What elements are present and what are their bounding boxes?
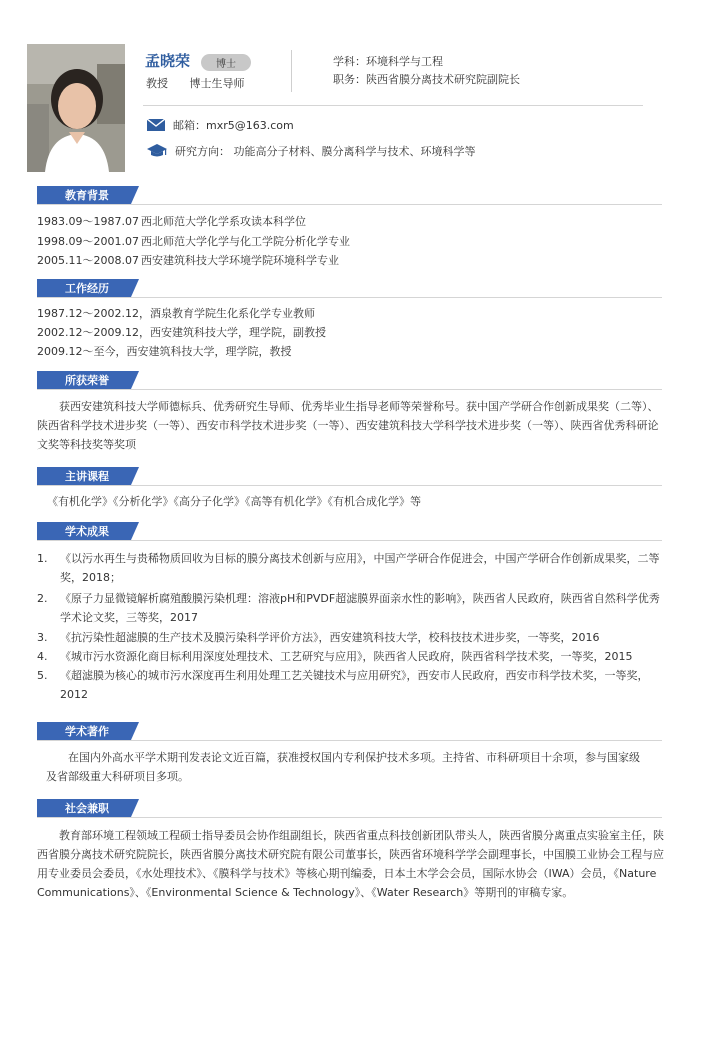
discipline: 学科：环境科学与工程 — [333, 55, 443, 68]
achievement-number: 2. — [37, 592, 48, 605]
section-rule — [37, 817, 662, 818]
title-professor: 教授 — [146, 77, 168, 90]
education-date: 1998.09～2001.07 — [37, 235, 139, 248]
work-item: 1987.12～2002.12，酒泉教育学院生化系化学专业教师 — [37, 307, 315, 320]
section-rule — [37, 297, 662, 298]
courses-text: 《有机化学》《分析化学》《高分子化学》《高等有机化学》《有机合成化学》等 — [47, 495, 421, 508]
section-title-publications: 学术著作 — [65, 725, 109, 738]
education-date: 1983.09～1987.07 — [37, 215, 139, 228]
section-title-honors: 所获荣誉 — [65, 374, 109, 387]
achievement-text: 《超滤膜为核心的城市污水深度再生利用处理工艺关键技术与应用研究》，西安市人民政府，西安市科学技术奖，一等奖，2012 — [60, 669, 649, 701]
section-title-service: 社会兼职 — [65, 802, 109, 815]
header-rule — [143, 105, 643, 106]
work-item: 2002.12～2009.12，西安建筑科技大学，理学院，副教授 — [37, 326, 326, 339]
section-rule — [37, 389, 662, 390]
achievement-text: 《以污水再生与贵稀物质回收为目标的膜分离技术创新与应用》，中国产学研合作促进会，中国产学研合作创新成果奖，二等奖，2018； — [60, 552, 660, 584]
degree-badge: 博士 — [201, 54, 251, 71]
email-text: 邮箱：mxr5@163.com — [173, 119, 294, 132]
research-text: 研究方向： 功能高分子材料、膜分离科学与技术、环境科学等 — [175, 145, 476, 158]
achievement-number: 3. — [37, 631, 48, 644]
section-rule — [37, 740, 662, 741]
work-item: 2009.12～至今，西安建筑科技大学，理学院，教授 — [37, 345, 292, 358]
section-rule — [37, 204, 662, 205]
section-header-courses — [37, 467, 139, 485]
achievement-item — [37, 549, 665, 587]
research-row — [147, 143, 476, 159]
education-item — [37, 252, 339, 268]
education-text: 西北师范大学化学系攻读本科学位 — [141, 215, 306, 228]
service-text: 教育部环境工程领域工程硕士指导委员会协作组副组长，陕西省重点科技创新团队带头人，陕西省膜分离重点实验室主任，陕西省膜分离技术研究院院长，陕西省膜分离技术研究院有限公司董事长，陕西省环境科学学会副理事长，中国膜工业协会工程与应用专业委员会委员，《水处理技术》、《膜科学与技术》等核心期刊编委，日本土木学会会员，国际水协会（IWA）会员，《Nature Communications》、《Environmental Science & Technology》、《Water Research》等期刊的审稿专家。 — [37, 829, 664, 899]
section-rule — [37, 540, 662, 541]
achievement-number: 4. — [37, 650, 48, 663]
academic-titles — [146, 75, 263, 91]
achievement-item — [37, 647, 665, 666]
achievement-item — [37, 628, 665, 647]
education-text: 西北师范大学化学与化工学院分析化学专业 — [141, 235, 350, 248]
graduation-cap-icon — [147, 144, 167, 158]
honors-text: 获西安建筑科技大学师德标兵、优秀研究生导师、优秀毕业生指导老师等荣誉称号。获中国产学研合作创新成果奖（二等）、陕西省科学技术进步奖（一等）、西安市科学技术进步奖（一等）、西安建筑科技大学科学技术进步奖（一等）、陕西省优秀科研论文奖等科技奖等奖项 — [37, 400, 659, 451]
section-header-honors — [37, 371, 139, 389]
header-divider — [291, 50, 292, 92]
achievement-item — [37, 666, 665, 704]
education-date: 2005.11～2008.07 — [37, 254, 139, 267]
achievement-item — [37, 589, 665, 627]
education-item — [37, 213, 306, 229]
education-text: 西安建筑科技大学环境学院环境科学专业 — [141, 254, 339, 267]
section-header-publications — [37, 722, 139, 740]
section-header-education — [37, 186, 139, 204]
section-title-courses: 主讲课程 — [65, 470, 109, 483]
title-doctoral-supervisor: 博士生导师 — [189, 77, 245, 90]
section-rule — [37, 485, 662, 486]
section-title-education: 教育背景 — [65, 189, 109, 202]
section-header-service — [37, 799, 139, 817]
section-title-achievements: 学术成果 — [65, 525, 109, 538]
achievement-number: 5. — [37, 669, 48, 682]
section-title-work: 工作经历 — [65, 282, 109, 295]
person-name: 孟晓荣 — [145, 52, 191, 70]
achievement-text: 《原子力显微镜解析腐殖酸膜污染机理：溶液pH和PVDF超滤膜界面亲水性的影响》，陕西省人民政府，陕西省自然科学优秀学术论文奖，三等奖，2017 — [60, 592, 660, 624]
achievement-text: 《城市污水资源化商目标利用深度处理技术、工艺研究与应用》，陕西省人民政府，陕西省科学技术奖，一等奖，2015 — [60, 650, 633, 663]
email-row — [147, 117, 294, 133]
section-header-achievements — [37, 522, 139, 540]
achievement-text: 《抗污染性超滤膜的生产技术及膜污染科学评价方法》，西安建筑科技大学，校科技技术进步奖，一等奖，2016 — [60, 631, 600, 644]
profile-photo — [27, 44, 125, 172]
education-item — [37, 233, 350, 249]
section-header-work — [37, 279, 139, 297]
achievement-number: 1. — [37, 552, 48, 565]
publications-text: 在国内外高水平学术期刊发表论文近百篇，获准授权国内专利保护技术多项。主持省、市科研项目十余项，参与国家级及省部级重大科研项目多项。 — [46, 751, 640, 783]
position: 职务：陕西省膜分离技术研究院副院长 — [333, 73, 520, 86]
email-icon — [147, 119, 165, 131]
